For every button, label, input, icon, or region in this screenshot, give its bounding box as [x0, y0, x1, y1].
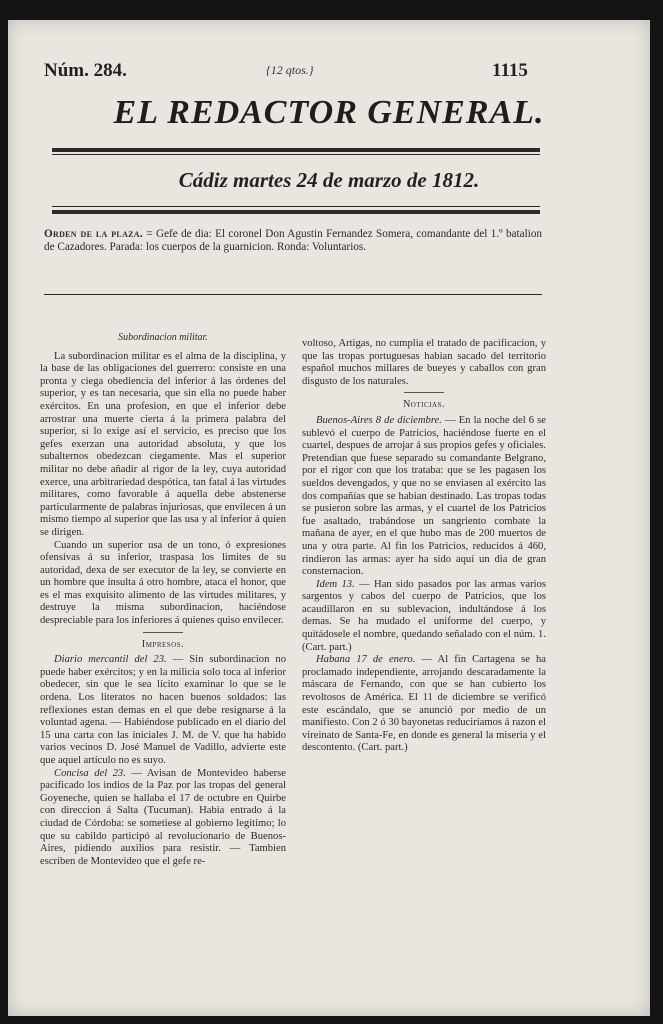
left-column: [40, 332, 286, 868]
dateline: Cádiz martes 24 de marzo de 1812.: [178, 168, 480, 192]
page-number: 1115: [492, 60, 528, 81]
buenos-aires-text: — En la noche del 6 se sublevó el cuerpo de Patricios, haciéndose fuerte en el cuartel, despues de arrojar á sus propios gefes y oficiales. Pretendian que fuese separado su comandante Belgrano, por el rigor con que los trataba: que se les pagasen los sueldos devengados, y que no se enviasen al exército las dos compañías que se habian destinado. Las tropas todas se pusieron sobre las armas, y el cuartel de los Patricios fue asaltado, trabándose un sangriento combate la mañana de ayer, en el que hubo mas de 200 muertos de una y otra parte. Al fin los Patricios, reducidos á 460, rindieron las armas: ayer ha sido aquí un dia de gran consternacion.: [302, 414, 546, 578]
article-paragraph-1: La subordinacion militar es el alma de la disciplina, y la base de las obligaciones del guerrero: consiste en una pronta y ciega obediencia del inferior á las órdenes del superior, y es tan necesaria, que sin ella no puede haber exércitos. En una profesion, en que el inferior debe arrostrar una muerte cierta á la primera palabra del superior, si lo exige así el servicio, es preciso que los gefes exerzan una autoridad absoluta, y que los subalternos obedezcan ciegamente. Mas el superior militar no debe añadir al rigor de la ley, cuya autoridad exerce, una arbitrariedad despótica, tan fatal á las virtudes militares, como favorable á aquella debe abstenerse particularmente de palabras injuriosas, que envilecen á un mismo tiempo al superior que las usa y al inferior á quien se dirigen.: [40, 350, 286, 538]
short-divider-right: [404, 392, 444, 393]
concisa-label: Concisa del 23.: [54, 767, 126, 779]
habana-item: [302, 654, 546, 755]
orden-text: = Gefe de dia: El coronel Don Agustin Fernandez Somera, comandante del 1.º batalion de Cazadores. Parada: los cuerpos de la guarnicion. Ronda: Voluntarios.: [44, 228, 543, 253]
noticias-heading: Noticias.: [403, 399, 445, 411]
continuation-paragraph: voltoso, Artigas, no cumplia el tratado de pacificacion, y que las tropas portuguesas habian sacado del territorio español muchos millares de bueyes y caballos con gran disgusto de los naturales.: [302, 338, 546, 387]
orden-de-la-plaza: [44, 228, 542, 254]
idem-item: [302, 579, 546, 655]
idem-label: Idem 13.: [316, 578, 355, 590]
masthead-rule-top-thin: [52, 154, 540, 155]
dateline-rule-thick: [52, 210, 540, 214]
masthead-title: EL REDACTOR GENERAL.: [113, 94, 545, 131]
buenos-aires-label: Buenos-Aires 8 de diciembre.: [316, 414, 442, 426]
masthead-rule-top: [52, 148, 540, 152]
section-rule: [44, 294, 542, 295]
idem-text: — Han sido pasados por las armas varios sargentos y cabos del cuerpo de Patricios, que los acaudillaron en su sublevacion, indultándose á los demas. Se ha mudado el uniforme del cuerpo, y quitádosele el nombre, quedando señalado con el núm. 1. (Cart. part.): [302, 578, 546, 653]
right-column: [302, 338, 546, 755]
dateline-rule-thin: [52, 206, 540, 207]
short-divider: [143, 632, 183, 633]
issue-number: Núm. 284.: [44, 60, 127, 81]
buenos-aires-item: [302, 415, 546, 579]
diario-label: Diario mercantil del 23.: [54, 654, 167, 666]
impresos-heading: Impresos.: [141, 638, 185, 650]
diario-text: — Sin subordinacion no puede haber exércitos; y en la milicia solo toca al inferior obedecer, sin que le sea lícito examinar lo que se le ordena. Los literatos no hacen buenos soldados: las reflexiones estan demas en el que debe resignarse á la voluntad agena. — Habiéndose publicado en el diario del 15 una carta con las iniciales J. M. de V. que ha habido varios vecinos D. José Manuel de Vadillo, advierte este que aquel artículo no es suyo.: [40, 654, 286, 766]
article-heading: Subordinacion militar.: [118, 332, 208, 343]
newspaper-page: [8, 20, 650, 1016]
concisa-text: — Avisan de Montevideo haberse pacificado los indios de la Paz por las tropas del general Goyeneche, quien se hallaba el 17 de octubre en Quirbe con direccion á Salta (Tucuman). Habia entrado á la ciudad de Córdoba: se sometiese al gobierno legítimo; lo que su cabildo participó al revolucionario de Buenos-Aires, pidiendo auxilios para resistir. — Tambien escriben de Montevideo que el gefe re-: [40, 767, 287, 867]
concisa-item: [40, 768, 286, 869]
habana-text: — Al fin Cartagena se ha proclamado independiente, arrojando descaradamente la máscara de Fernando, con que se han cubierto los revoltosos de América. El 11 de diciembre se verificó este escándalo, que se anunció por medio de un manifiesto. Con 2 ó 30 bayonetas reduciríamos á razon el vireinato de Santa-Fe, en donde es general la miseria y el descontento. (Cart. part.): [302, 654, 546, 754]
habana-label: Habana 17 de enero.: [316, 654, 416, 666]
issue-price: {12 qtos.}: [266, 63, 314, 77]
diario-item: [40, 654, 286, 767]
orden-label: Orden de la plaza.: [44, 228, 143, 240]
article-paragraph-2: Cuando un superior usa de un tono, ó expresiones ofensivas á su inferior, traspasa los limites de su autoridad, dexa de ser executor de la ley, se convierte en un hombre que insulta á otro hombre, ataca el honor, que es el mas exquisito alimento de las virtudes militares, y destruye la misma subordinacion, haciéndose despreciable para los inferiores á quienes quiso envilecer.: [40, 539, 286, 627]
